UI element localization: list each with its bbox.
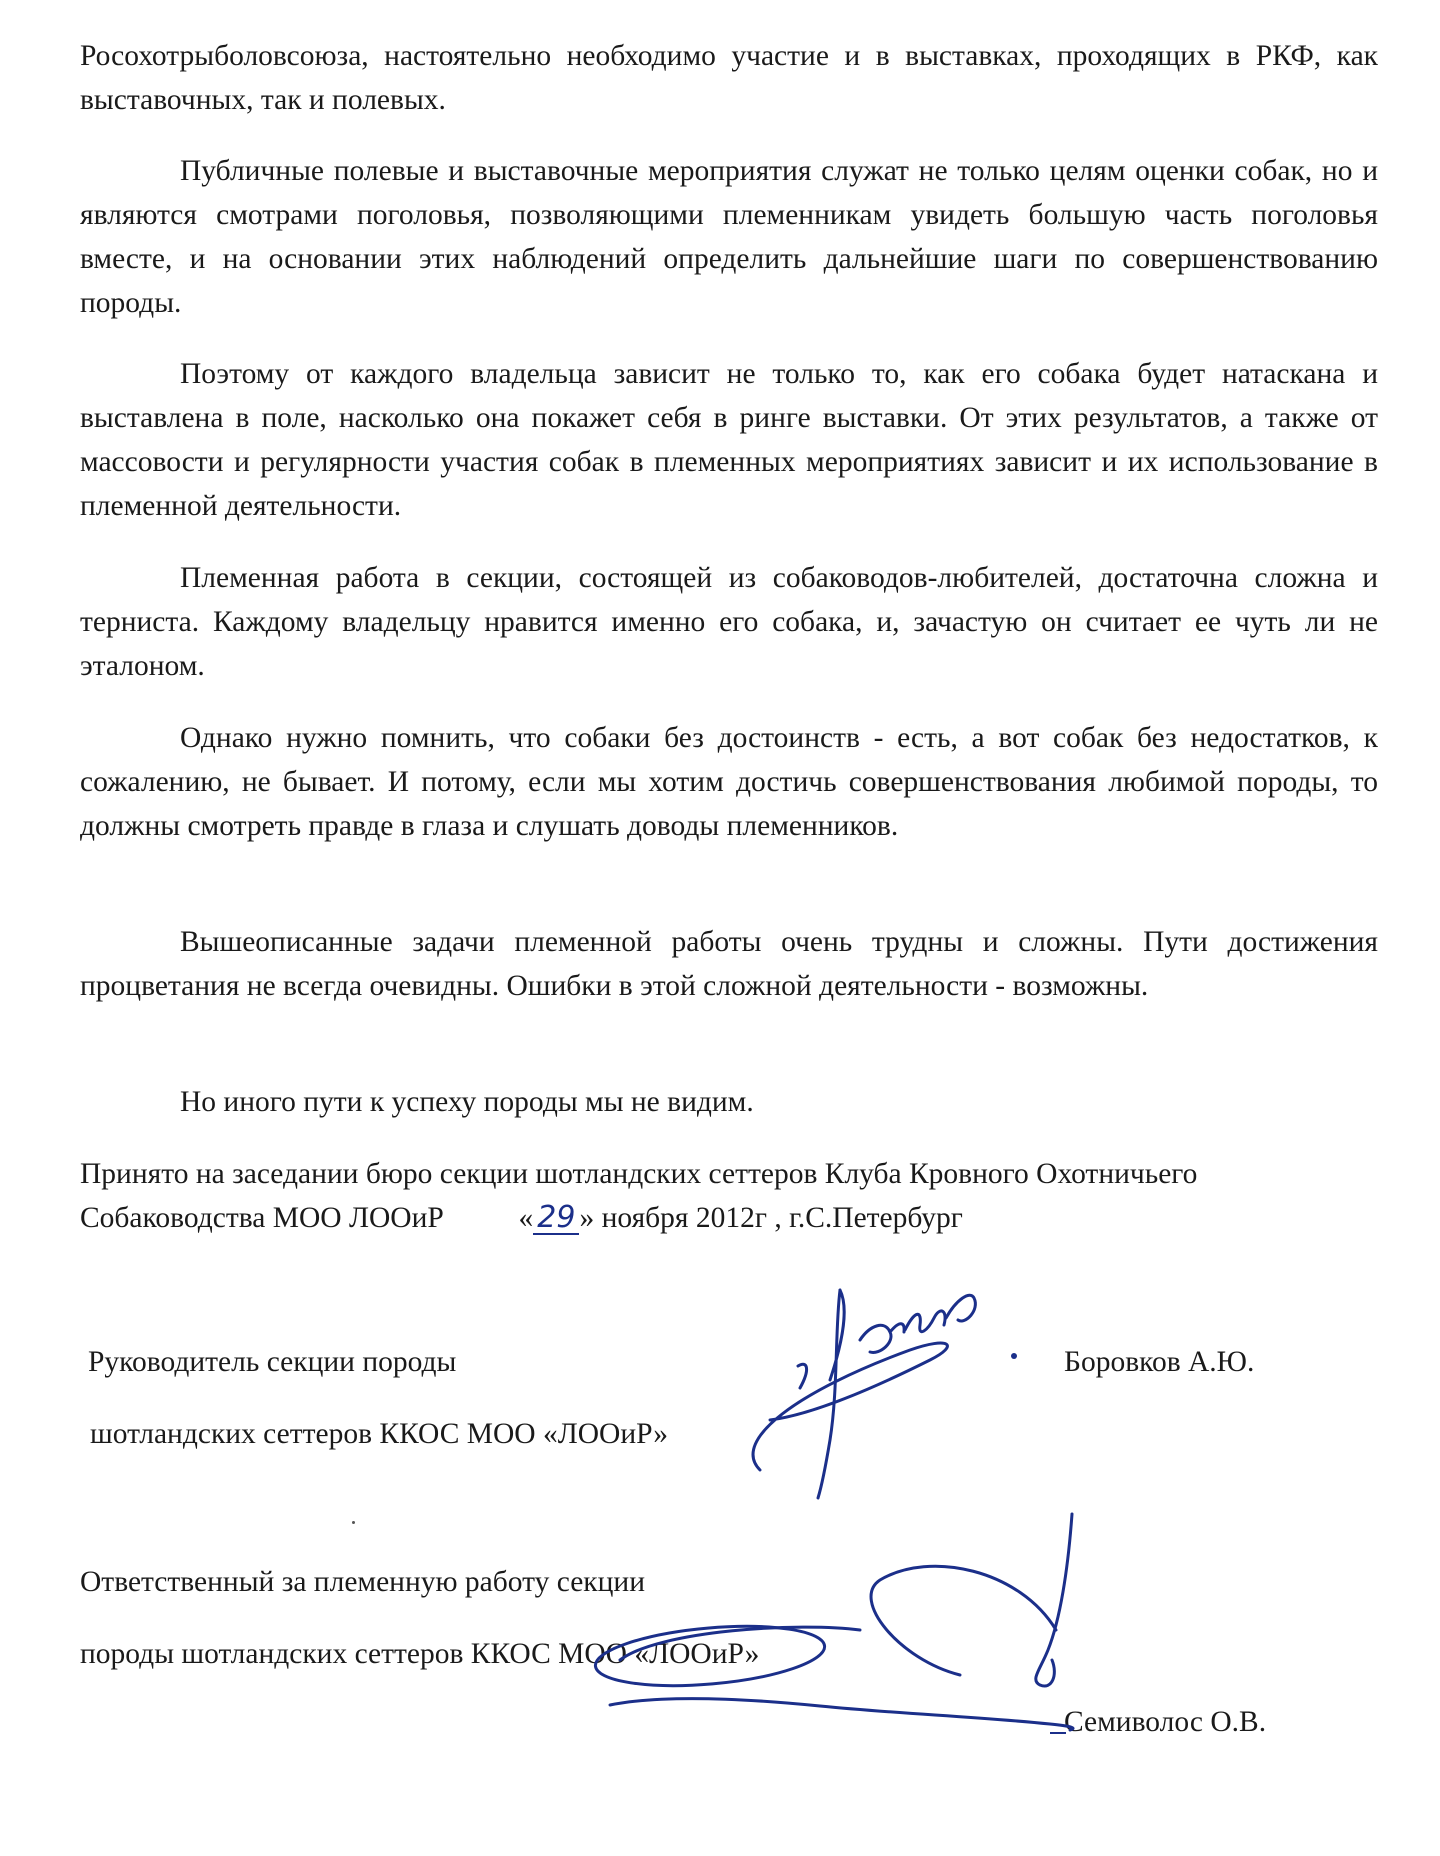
signatory2-title-line-2: породы шотландских сеттеров ККОС МОО «ЛООиР» <box>80 1638 760 1670</box>
date-close-quote: » <box>579 1202 595 1234</box>
paragraph-6: Вышеописанные задачи племенной работы очень трудны и сложны. Пути достижения процветания не всегда очевидны. Ошибки в этой сложной деятельности - возможны. <box>80 926 1378 1002</box>
signature-1-image <box>690 1270 1050 1510</box>
signatory1-title-line-1: Руководитель секции породы <box>88 1346 457 1378</box>
paragraph-7: Но иного пути к успеху породы мы не видим. <box>180 1086 754 1118</box>
paragraph-2: Публичные полевые и выставочные мероприятия служат не только целям оценки собак, но и являются смотрами поголовья, позволяющими племенникам увидеть большую часть поголовья вместе, и на основании этих наблюдений определить дальнейшие шаги по совершенствованию породы. <box>80 155 1378 319</box>
paragraph-5: Однако нужно помнить, что собаки без достоинств - есть, а вот собак без недостатков, к сожалению, не бывает. И потому, если мы хотим достичь совершенствования любимой породы, то должны смотреть правде в глаза и слушать доводы племенников. <box>80 722 1378 842</box>
signatory1-name: Боровков А.Ю. <box>1064 1346 1255 1378</box>
adoption-org: Собаководства МОО ЛООиР <box>80 1202 444 1234</box>
adoption-line-2 <box>80 1196 963 1240</box>
signatory1-title-line-2: шотландских сеттеров ККОС МОО «ЛООиР» <box>90 1418 669 1450</box>
signature-2-tail-line <box>1050 1732 1066 1734</box>
signature-2-image <box>600 1510 1080 1750</box>
paragraph-4: Племенная работа в секции, состоящей из собаководов-любителей, достаточна сложна и терниста. Каждому владельцу нравится именно его собака, и, зачастую он считает ее чуть ли не эталоном. <box>80 562 1378 682</box>
date-open-quote: « <box>518 1202 534 1234</box>
paragraph-1: Росохотрыболовсоюза, настоятельно необходимо участие и в выставках, проходящих в РКФ, как выставочных, так и полевых. <box>80 40 1378 116</box>
paragraph-3: Поэтому от каждого владельца зависит не только то, как его собака будет натаскана и выставлена в поле, насколько она покажет себя в ринге выставки. От этих результатов, а также от массовости и регулярности участия собак в племенных мероприятиях зависит и их использование в племенной деятельности. <box>80 358 1378 522</box>
scan-speck <box>352 1521 355 1524</box>
signatory2-name: Семиволос О.В. <box>1064 1706 1267 1738</box>
date-day-handwritten: 29 <box>533 1203 579 1235</box>
date-rest: ноября 2012г , г.С.Петербург <box>601 1202 963 1234</box>
signatory2-title-line-1: Ответственный за племенную работу секции <box>80 1566 645 1598</box>
adoption-line-1: Принято на заседании бюро секции шотландских сеттеров Клуба Кровного Охотничьего <box>80 1158 1198 1190</box>
